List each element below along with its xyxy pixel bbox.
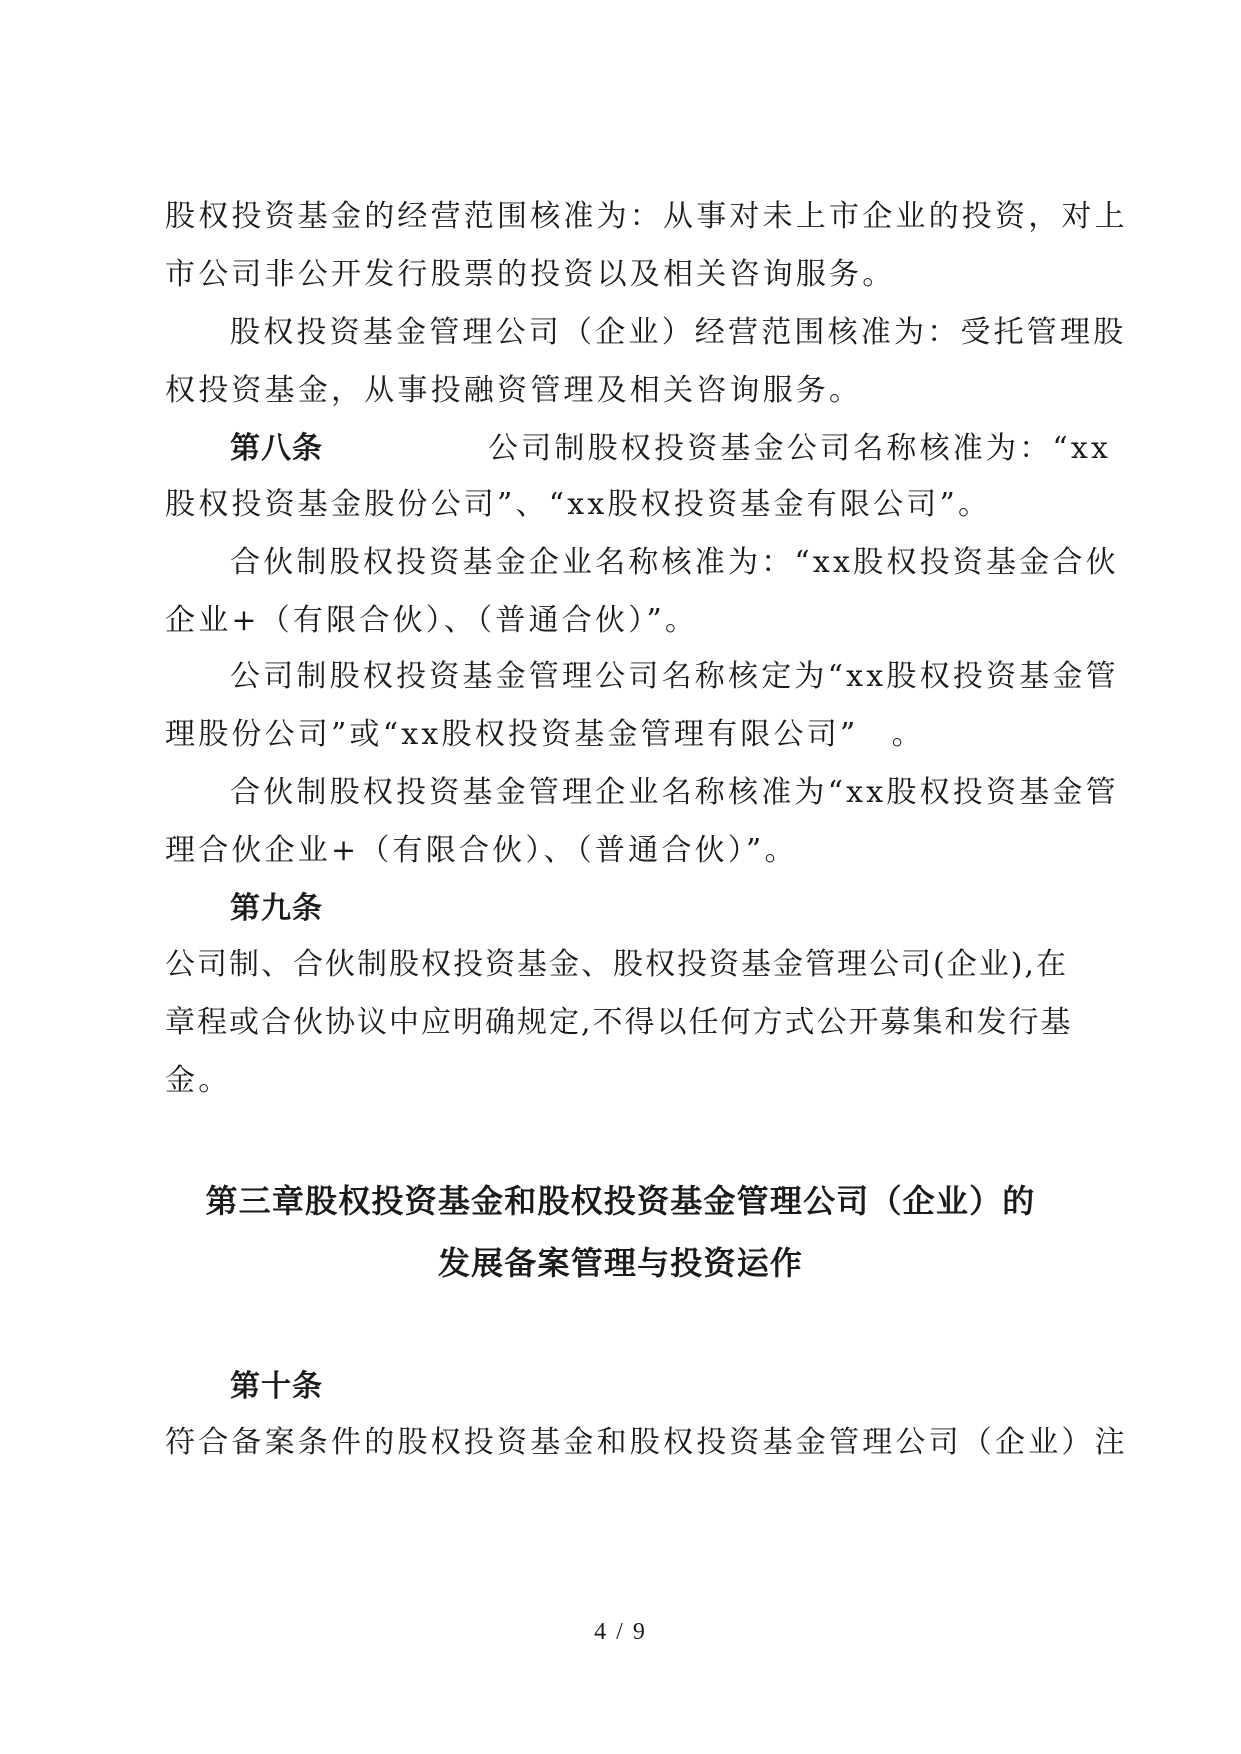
article-10-heading: 第十条 [230,1369,323,1404]
paragraph-line: 股权投资基金股份公司”、“xx股权投资基金有限公司”。 [165,487,992,522]
article-8-text: 公司制股权投资基金公司名称核准为：“xx [488,431,1112,466]
paragraph-line: 章程或合伙协议中应明确规定,不得以任何方式公开募集和发行基 [165,1005,1073,1040]
paragraph-line: 理合伙企业+（有限合伙）、（普通合伙）”。 [165,833,798,868]
paragraph-line: 公司制、合伙制股权投资基金、股权投资基金管理公司(企业),在 [165,947,1068,982]
paragraph-line: 合伙制股权投资基金企业名称核准为：“xx股权投资基金合伙 [230,545,1119,580]
paragraph-line: 市公司非公开发行股票的投资以及相关咨询服务。 [165,257,896,292]
article-9-heading: 第九条 [230,891,323,926]
chapter-title-line-1: 第三章股权投资基金和股权投资基金管理公司（企业）的 [205,1182,1036,1220]
paragraph-line: 合伙制股权投资基金管理企业名称核准为“xx股权投资基金管 [230,775,1119,810]
article-8-first-line [230,429,1112,469]
paragraph-line: 企业+（有限合伙）、（普通合伙）”。 [165,603,699,638]
paragraph-line: 理股份公司”或“xx股权投资基金管理有限公司” 。 [165,717,925,752]
paragraph-line: 股权投资基金管理公司（企业）经营范围核准为：受托管理股 [230,315,1127,350]
paragraph-line: 金。 [165,1063,232,1098]
page-number: 4 / 9 [594,1619,647,1645]
paragraph-line: 公司制股权投资基金管理公司名称核定为“xx股权投资基金管 [230,659,1119,694]
paragraph-line: 股权投资基金的经营范围核准为：从事对未上市企业的投资，对上 [165,199,1128,234]
chapter-title-line-2: 发展备案管理与投资运作 [437,1244,804,1282]
paragraph-line: 符合备案条件的股权投资基金和股权投资基金管理公司（企业）注 [165,1425,1128,1460]
paragraph-line: 权投资基金，从事投融资管理及相关咨询服务。 [165,373,863,408]
article-8-heading: 第八条 [230,431,323,466]
